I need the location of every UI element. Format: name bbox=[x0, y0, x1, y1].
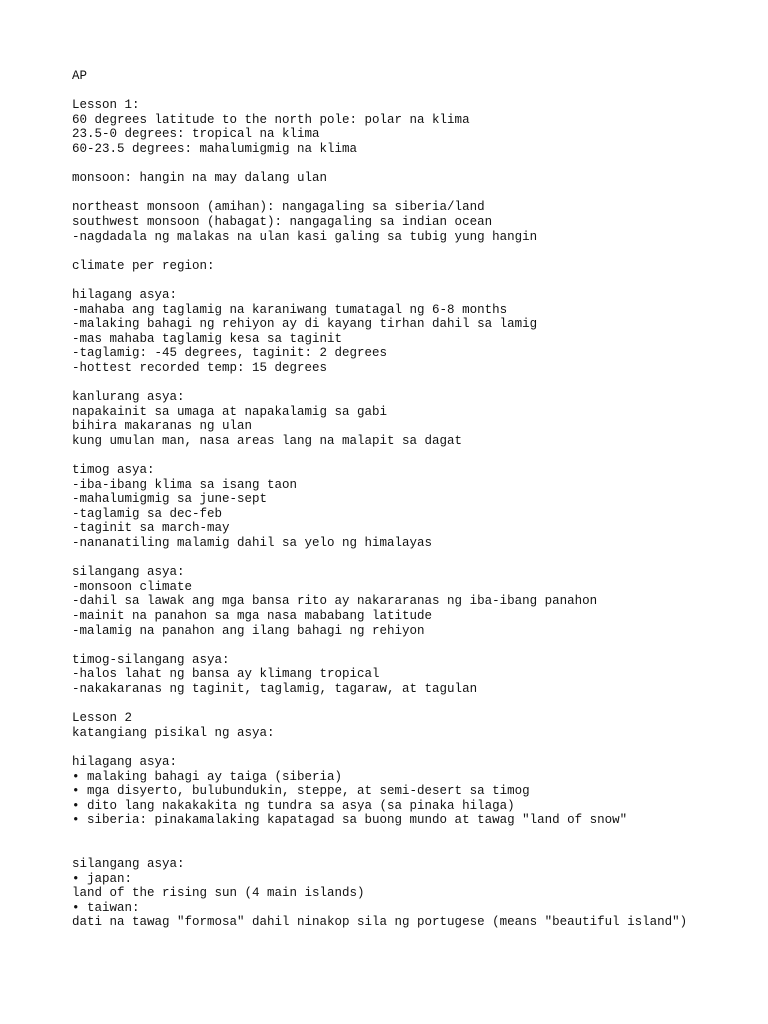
text-line: -mahaba ang taglamig na karaniwang tumatagal ng 6-8 months bbox=[72, 302, 508, 317]
text-line: hilagang asya: bbox=[72, 287, 178, 302]
text-line: • dito lang nakakakita ng tundra sa asya (sa pinaka hilaga) bbox=[72, 798, 515, 813]
text-line: -taglamig sa dec-feb bbox=[72, 506, 223, 521]
text-line: -halos lahat ng bansa ay klimang tropical bbox=[72, 667, 380, 682]
text-line: timog asya: bbox=[72, 463, 155, 478]
text-line: silangang asya: bbox=[72, 857, 185, 872]
text-line: Lesson 1: bbox=[72, 98, 140, 113]
text-line: land of the rising sun (4 main islands) bbox=[72, 886, 365, 901]
text-line: • taiwan: bbox=[72, 900, 140, 915]
blank-line bbox=[72, 186, 752, 201]
text-line: -mainit na panahon sa mga nasa mababang latitude bbox=[72, 608, 433, 623]
blank-line bbox=[72, 448, 752, 463]
text-line: -malamig na panahon ang ilang bahagi ng rehiyon bbox=[72, 623, 425, 638]
document-body bbox=[72, 69, 752, 930]
text-line: kung umulan man, nasa areas lang na malapit sa dagat bbox=[72, 433, 463, 448]
blank-line bbox=[72, 842, 752, 857]
text-line: -iba-ibang klima sa isang taon bbox=[72, 477, 298, 492]
text-line: bihira makaranas ng ulan bbox=[72, 419, 253, 434]
text-line: southwest monsoon (habagat): nangagaling sa indian ocean bbox=[72, 214, 493, 229]
text-line: -hottest recorded temp: 15 degrees bbox=[72, 360, 328, 375]
text-line: Lesson 2 bbox=[72, 711, 133, 726]
blank-line bbox=[72, 157, 752, 172]
text-line: katangiang pisikal ng asya: bbox=[72, 725, 275, 740]
blank-line bbox=[72, 375, 752, 390]
text-line: 60-23.5 degrees: mahalumigmig na klima bbox=[72, 141, 358, 156]
text-line: -nananatiling malamig dahil sa yelo ng himalayas bbox=[72, 536, 433, 550]
text-line: -taglamig: -45 degrees, taginit: 2 degrees bbox=[72, 346, 388, 361]
text-line: napakainit sa umaga at napakalamig sa gabi bbox=[72, 404, 388, 419]
text-line: 23.5-0 degrees: tropical na klima bbox=[72, 127, 320, 142]
text-line: • malaking bahagi ay taiga (siberia) bbox=[72, 769, 343, 784]
blank-line bbox=[72, 551, 752, 566]
blank-line bbox=[72, 84, 752, 99]
text-line: • japan: bbox=[72, 871, 133, 886]
text-line: monsoon: hangin na may dalang ulan bbox=[72, 171, 328, 186]
text-line: -mahalumigmig sa june-sept bbox=[72, 492, 268, 507]
text-line: 60 degrees latitude to the north pole: polar na klima bbox=[72, 112, 470, 127]
blank-line bbox=[72, 244, 752, 259]
text-line: silangang asya: bbox=[72, 565, 185, 580]
blank-line bbox=[72, 740, 752, 755]
text-line: -malaking bahagi ng rehiyon ay di kayang tirhan dahil sa lamig bbox=[72, 317, 538, 332]
text-line: -monsoon climate bbox=[72, 579, 193, 594]
text-line: northeast monsoon (amihan): nangagaling sa siberia/land bbox=[72, 200, 485, 215]
text-line: AP bbox=[72, 69, 88, 83]
text-line: timog-silangang asya: bbox=[72, 652, 230, 667]
blank-line bbox=[72, 697, 752, 712]
text-line: kanlurang asya: bbox=[72, 390, 185, 405]
text-line: hilagang asya: bbox=[72, 754, 178, 769]
text-line: • siberia: pinakamalaking kapatagad sa buong mundo at tawag "land of snow" bbox=[72, 813, 628, 828]
blank-line bbox=[72, 828, 752, 843]
text-line: • mga disyerto, bulubundukin, steppe, at semi-desert sa timog bbox=[72, 784, 530, 799]
text-line: dati na tawag "formosa" dahil ninakop sila ng portugese (means "beautiful island") bbox=[72, 915, 688, 930]
text-line: -dahil sa lawak ang mga bansa rito ay nakararanas ng iba-ibang panahon bbox=[72, 594, 598, 609]
text-line: -taginit sa march-may bbox=[72, 521, 230, 536]
text-line: -mas mahaba taglamig kesa sa taginit bbox=[72, 331, 343, 346]
text-line: -nakakaranas ng taginit, taglamig, tagaraw, at tagulan bbox=[72, 681, 478, 696]
text-line: climate per region: bbox=[72, 258, 215, 273]
blank-line bbox=[72, 273, 752, 288]
text-line: -nagdadala ng malakas na ulan kasi galing sa tubig yung hangin bbox=[72, 229, 538, 244]
blank-line bbox=[72, 638, 752, 653]
